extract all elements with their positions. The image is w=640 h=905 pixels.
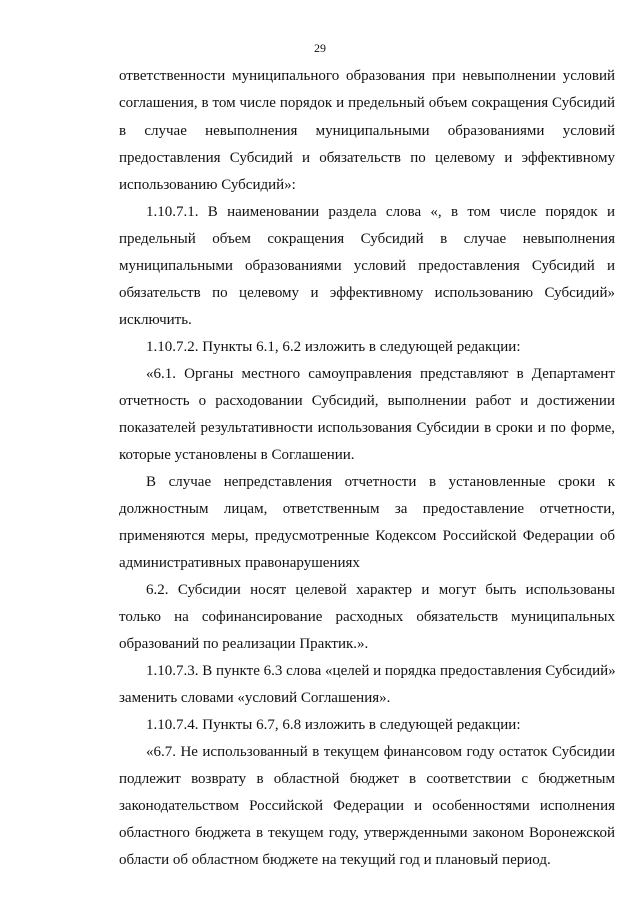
text-line: ответственности муниципального образования при невыполнении условий <box>119 68 615 84</box>
text-line: 6.2. Субсидии носят целевой характер и могут быть использованы <box>146 582 615 598</box>
text-line: только на софинансирование расходных обязательств муниципальных <box>119 609 615 625</box>
text-line: образований по реализации Практик.». <box>119 636 369 652</box>
text-line: в случае невыполнения муниципальными образованиями условий <box>119 123 615 139</box>
text-line: отчетность о расходовании Субсидий, выполнении работ и достижении <box>119 393 615 409</box>
text-line: областного бюджета в текущем году, утвержденными законом Воронежской <box>119 825 615 841</box>
text-line: использованию Субсидий»: <box>119 177 296 193</box>
text-line: соглашения, в том числе порядок и предельный объем сокращения Субсидий <box>119 95 615 111</box>
text-line: исключить. <box>119 312 192 328</box>
text-line: 1.10.7.3. В пункте 6.3 слова «целей и порядка предоставления Субсидий» <box>146 663 616 679</box>
text-line: «6.1. Органы местного самоуправления представляют в Департамент <box>146 366 615 382</box>
text-line: законодательством Российской Федерации и особенностями исполнения <box>119 798 615 814</box>
text-line: показателей результативности использования Субсидии в сроки и по форме, <box>119 420 615 436</box>
text-line: В случае непредставления отчетности в установленные сроки к <box>146 474 615 490</box>
text-line: 1.10.7.4. Пункты 6.7, 6.8 изложить в следующей редакции: <box>146 717 521 733</box>
text-line: муниципальными образованиями условий предоставления Субсидий и <box>119 258 615 274</box>
text-line: «6.7. Не использованный в текущем финансовом году остаток Субсидии <box>146 744 615 760</box>
text-line: применяются меры, предусмотренные Кодексом Российской Федерации об <box>119 528 615 544</box>
text-line: должностным лицам, ответственным за предоставление отчетности, <box>119 501 615 517</box>
text-line: предоставления Субсидий и обязательств по целевому и эффективному <box>119 150 615 166</box>
page-number: 29 <box>314 41 326 55</box>
text-line: 1.10.7.1. В наименовании раздела слова «, в том числе порядок и <box>146 204 615 220</box>
text-line: предельный объем сокращения Субсидий в случае невыполнения <box>119 231 615 247</box>
text-line: административных правонарушениях <box>119 555 360 571</box>
text-line: которые установлены в Соглашении. <box>119 447 355 463</box>
text-line: обязательств по целевому и эффективному использованию Субсидий» <box>119 285 615 301</box>
text-line: области об областном бюджете на текущий год и плановый период. <box>119 852 551 868</box>
text-line: 1.10.7.2. Пункты 6.1, 6.2 изложить в следующей редакции: <box>146 339 521 355</box>
text-line: заменить словами «условий Соглашения». <box>119 690 391 706</box>
text-line: подлежит возврату в областной бюджет в соответствии с бюджетным <box>119 771 615 787</box>
